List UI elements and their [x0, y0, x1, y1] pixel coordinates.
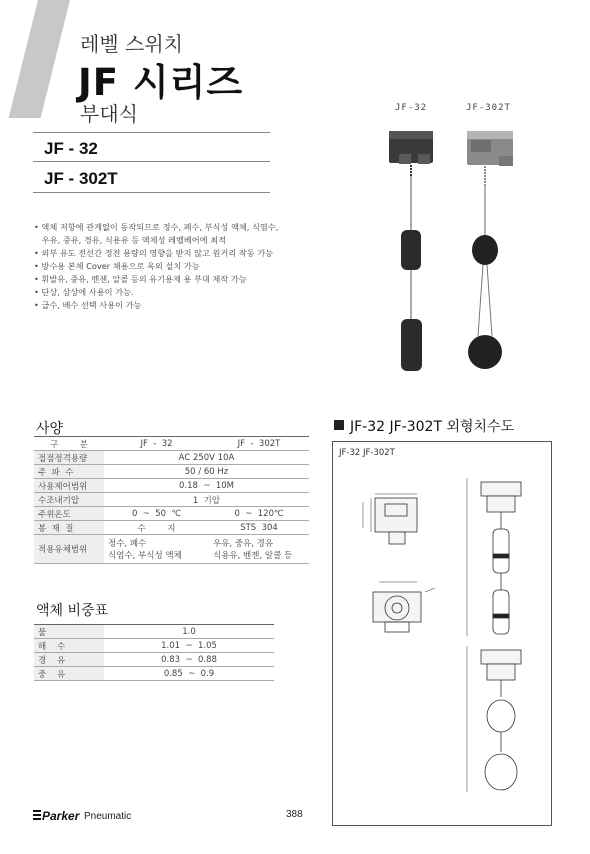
table-row [34, 465, 309, 479]
drawing-box [332, 441, 552, 826]
spec-value-jf-32: 수 지 [104, 521, 209, 535]
gravity-label: 경 유 [34, 653, 104, 667]
gravity-label: 물 [34, 625, 104, 639]
divider [33, 132, 270, 133]
table-row [34, 535, 309, 564]
spec-label: 수조내기압 [34, 493, 104, 507]
feature-item: • 외부 유도 전선간 정전 용량의 영향을 받지 않고 원거리 작동 가능 [34, 248, 274, 258]
table-row [34, 625, 274, 639]
spec-value-jf-302t [209, 535, 309, 564]
table-row [34, 451, 309, 465]
gravity-value: 0.83 ~ 0.88 [104, 653, 274, 667]
model-jf-302t: JF - 302T [44, 169, 118, 188]
header-type: 부대식 [80, 102, 138, 126]
gravity-label: 해 수 [34, 639, 104, 653]
feature-item: • 방수용 본체 Cover 채용으로 옥외 설치 가능 [34, 261, 200, 271]
jf-32-photo [389, 131, 433, 371]
model-jf-32: JF - 32 [44, 139, 98, 158]
spec-header-jf-32: JF - 32 [104, 437, 209, 451]
table-row [34, 507, 309, 521]
parker-logo [33, 808, 83, 824]
divider [33, 161, 270, 162]
spec-value-jf-302t: 0 ~ 120℃ [209, 507, 309, 521]
photo-label-jf-302t: JF-302T [466, 103, 511, 113]
gravity-label: 중 유 [34, 667, 104, 681]
spec-value: AC 250V 10A [104, 451, 309, 465]
section-marker-icon [334, 420, 344, 430]
gravity-table [34, 624, 274, 681]
spec-label: 주위온도 [34, 507, 104, 521]
table-row [34, 639, 274, 653]
spec-value-jf-302t: STS 304 [209, 521, 309, 535]
drawing-caption: JF-32 JF-302T [339, 448, 395, 458]
parker-logo-text: Parker [42, 809, 80, 823]
product-photo [375, 118, 535, 380]
spec-label: 사용제어범위 [34, 479, 104, 493]
table-row [34, 479, 309, 493]
jf-302t-photo [467, 131, 513, 369]
spec-header-label: 구 분 [34, 437, 104, 451]
page-number: 388 [286, 809, 303, 820]
gravity-title: 액체 비중표 [36, 603, 109, 619]
gravity-value: 1.0 [104, 625, 274, 639]
feature-item: • 휘발유, 중유, 벤젠, 알콜 등의 유기용제 용 부대 제작 가능 [34, 274, 247, 284]
spec-label: 주 파 수 [34, 465, 104, 479]
spec-title: 사양 [36, 421, 64, 437]
header-subtitle: 레벨 스위치 [80, 32, 183, 56]
spec-fluid-line: 식용유, 벤젠, 알콜 등 [213, 551, 293, 561]
header-decor-slash [9, 0, 70, 118]
drawing-title: JF-32 JF-302T 외형치수도 [350, 419, 515, 435]
photo-label-jf-32: JF-32 [395, 103, 428, 113]
spec-fluid-line: 우유, 중유, 경유 [213, 539, 274, 549]
spec-value: 1 기압 [104, 493, 309, 507]
feature-item: • 단상, 삼상에 사용이 가능. [34, 287, 134, 297]
feature-item: 우유, 중유, 경유, 식용유 등 액체성 레벨베어에 최적 [34, 235, 227, 245]
spec-fluid-line: 식염수, 부식성 액체 [108, 551, 182, 561]
gravity-value: 0.85 ~ 0.9 [104, 667, 274, 681]
spec-label: 적용유체범위 [34, 535, 104, 564]
spec-value-jf-32: 0 ~ 50 ℃ [104, 507, 209, 521]
spec-table [34, 436, 309, 564]
gravity-value: 1.01 ~ 1.05 [104, 639, 274, 653]
divider [33, 192, 270, 193]
table-row [34, 521, 309, 535]
table-row [34, 493, 309, 507]
header-title: JF 시리즈 [78, 61, 244, 104]
spec-value-jf-32 [104, 535, 209, 564]
table-row [34, 437, 309, 451]
feature-item: • 급수, 배수 선택 사용이 가능 [34, 300, 142, 310]
spec-value: 0.18 ~ 10M [104, 479, 309, 493]
spec-fluid-line: 정수, 폐수 [108, 539, 147, 549]
table-row [34, 653, 274, 667]
feature-item: • 액체 저항에 관계없이 동작되므로 정수, 폐수, 부식성 액체, 식염수, [34, 222, 279, 232]
spec-value: 50 / 60 Hz [104, 465, 309, 479]
spec-label: 봉 재 질 [34, 521, 104, 535]
feature-list [34, 221, 334, 312]
spec-header-jf-302t: JF - 302T [209, 437, 309, 451]
dimension-drawing [333, 442, 551, 825]
footer-division: Pneumatic [84, 811, 132, 822]
spec-label: 접점정격용량 [34, 451, 104, 465]
table-row [34, 667, 274, 681]
